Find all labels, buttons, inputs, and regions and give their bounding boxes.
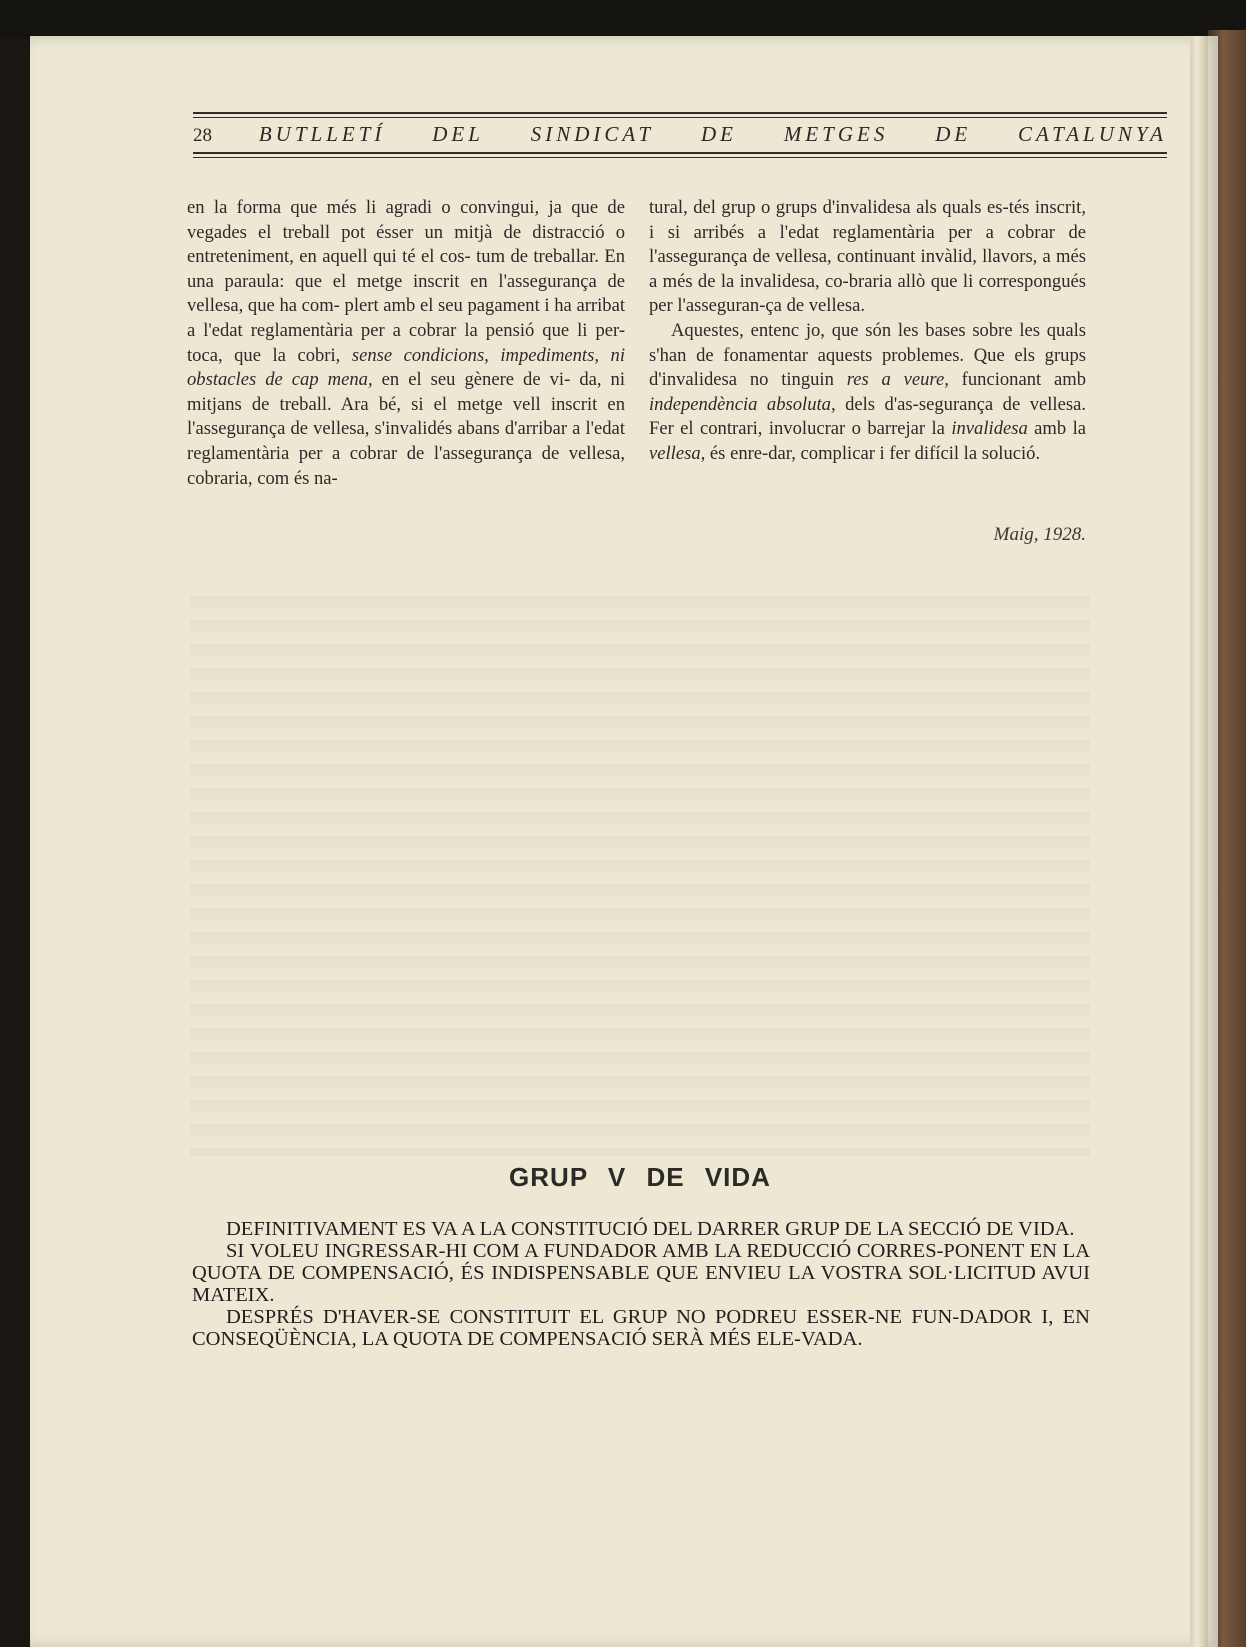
emphasis-text: res a veure, [846, 369, 949, 391]
right-paragraph-2: Aquestes, entenc jo, que són les bases sobre les quals s'han de fonamentar aquests problemes. Que els grups d'invalidesa no tinguin res a veure, funcionant amb independència absoluta, dels d'as-segurança de vellesa. Fer el contrari, involucrar o barrejar la invalidesa amb la vellesa, és enre-dar, complicar i fer difícil la solució. [649, 319, 1086, 464]
notice-title: GRUP V DE VIDA [509, 1162, 771, 1192]
scan-background-top [0, 0, 1246, 38]
left-paragraph: en la forma que més li agradi o convingui, ja que de vegades el treball pot ésser un mitjà de distracció o entreteniment, en aquell qui té el cos- tum de treballar. En una paraula: que el metge inscrit en l'assegurança de vellesa, que ha com- plert amb el seu pagament i ha arribat a l'edat reglamentària per a cobrar la pensió que li per- toca, que la cobri, sense condicions, impediments, ni obstacles de cap mena, en el seu gènere de vi- da, ni mitjans de treball. Ara bé, si el metge vell inscrit en l'assegurança de vellesa, s'invalidés abans d'arribar a l'edat reglamentària per a cobrar de l'assegurança de vellesa, cobraria, com és na- [187, 197, 626, 489]
emphasis-text: sense condicions, impediments, [351, 344, 599, 366]
notice-paragraph: SI VOLEU INGRESSAR-HI COM A FUNDADOR AMB LA REDUCCIÓ CORRES-PONENT EN LA QUOTA DE COMPENSACIÓ, ÉS INDISPENSABLE QUE ENVIEU LA VOSTRA SOL·LICITUD AVUI MATEIX. [192, 1240, 1090, 1306]
header-word: DE [701, 122, 737, 146]
header-word: CATALUNYA [1018, 122, 1167, 146]
page-number: 28 [193, 125, 212, 146]
running-header [193, 122, 1167, 150]
header-rule-bottom [193, 152, 1167, 154]
left-column [187, 196, 625, 491]
emphasis-text: ni obstacles de cap mena, [187, 344, 625, 391]
header-rule-bottom-thin [193, 157, 1167, 158]
header-word: DE [935, 122, 972, 146]
emphasis-text: vellesa, [649, 442, 706, 464]
notice-body [192, 1218, 1090, 1350]
notice-paragraph: DEFINITIVAMENT ES VA A LA CONSTITUCIÓ DEL DARRER GRUP DE LA SECCIÓ DE VIDA. [226, 1218, 1075, 1240]
article-date: Maig, 1928. [993, 524, 1086, 545]
header-rule-top-thin [193, 117, 1167, 118]
right-paragraph-1: tural, del grup o grups d'invalidesa als quals es-tés inscrit, i si arribés a l'edat reglamentària per a cobrar de l'assegurança de vellesa, continuant invàlid, llavors, a més a més de la invalidesa, co-braria allò que li correspongués per l'asseguran-ça de vellesa. [649, 197, 1086, 317]
header-word: METGES [783, 122, 889, 146]
header-word: SINDICAT [530, 122, 655, 146]
emphasis-text: invalidesa [951, 418, 1028, 440]
header-rule-top [193, 112, 1167, 114]
emphasis-text: independència absoluta, [649, 393, 836, 415]
document-page [30, 36, 1218, 1647]
notice-paragraph: DESPRÉS D'HAVER-SE CONSTITUIT EL GRUP NO PODREU ESSER-NE FUN-DADOR I, EN CONSEQÜÈNCIA, LA QUOTA DE COMPENSACIÓ SERÀ MÉS ELE-VADA. [192, 1306, 1090, 1350]
page-edge [1190, 36, 1208, 1647]
header-word: BUTLLETÍ [258, 122, 386, 146]
bleed-through-texture [190, 596, 1090, 1156]
right-column [649, 196, 1086, 467]
header-word: DEL [432, 122, 484, 146]
